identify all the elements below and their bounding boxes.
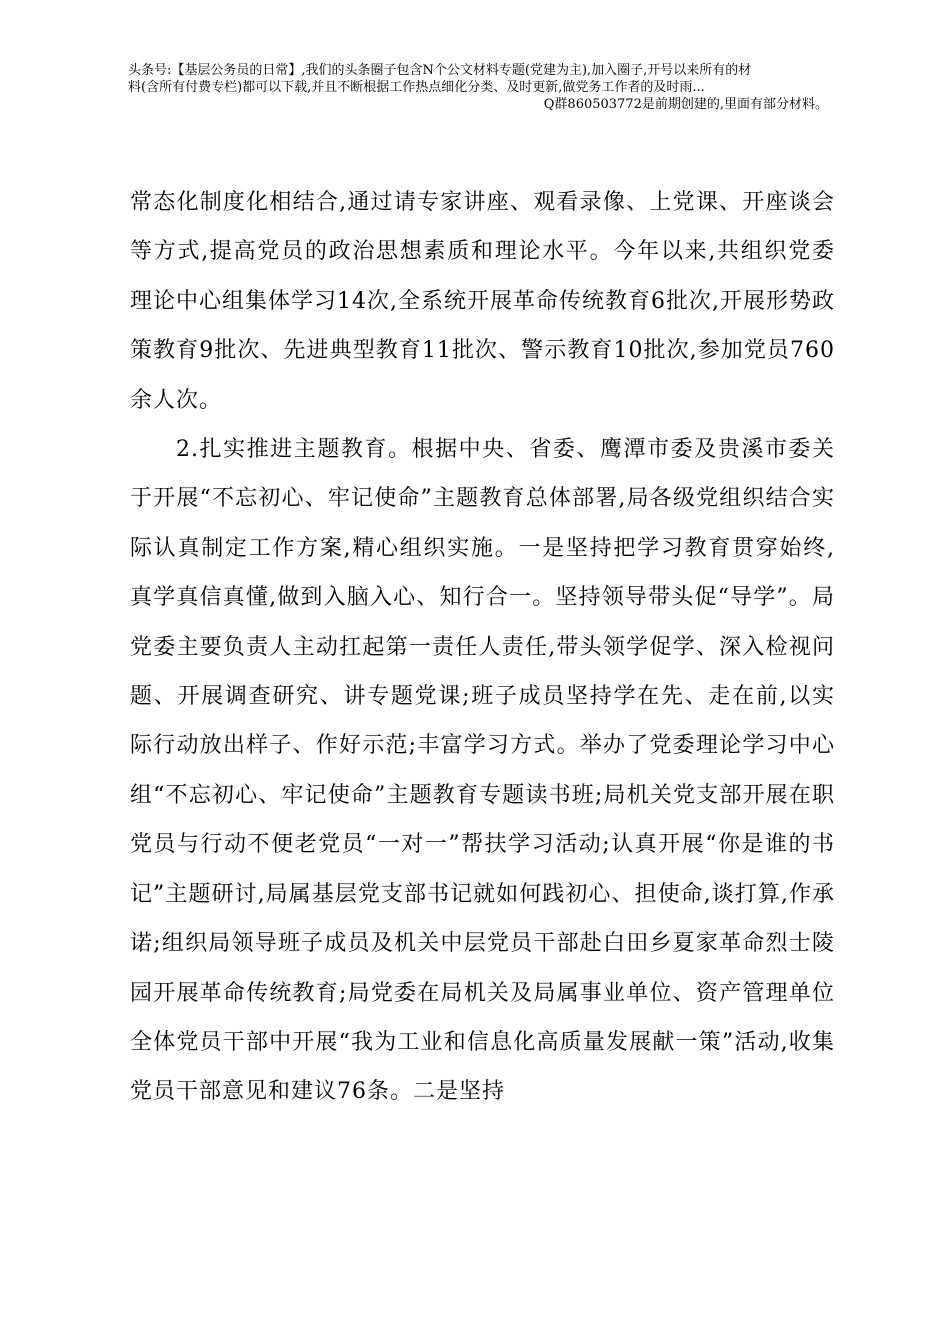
header-line-2: 料(含所有付费专栏)都可以下载,并且不断根据工作热点细化分类、及时更新,做党务工作者的及时雨...	[128, 80, 705, 95]
page-header	[128, 62, 828, 113]
document-body	[130, 178, 835, 1117]
header-line-1: 头条号:【基层公务员的日常】,我们的头条圈子包含N个公文材料专题(党建为主),加入圈子,开号以来所有的材	[128, 63, 752, 78]
paragraph-1: 常态化制度化相结合,通过请专家讲座、观看录像、上党课、开座谈会等方式,提高党员的政治思想素质和理论水平。今年以来,共组织党委理论中心组集体学习14次,全系统开展革命传统教育6批次,开展形势政策教育9批次、先进典型教育11批次、警示教育10批次,参加党员760余人次。	[130, 190, 835, 413]
paragraph-2: 2.扎实推进主题教育。根据中央、省委、鹰潭市委及贵溪市委关于开展“不忘初心、牢记使命”主题教育总体部署,局各级党组织结合实际认真制定工作方案,精心组织实施。一是坚持把学习教育贯穿始终,真学真信真懂,做到入脑入心、知行合一。坚持领导带头促“导学”。局党委主要负责人主动扛起第一责任人责任,带头领学促学、深入检视问题、开展调查研究、讲专题党课;班子成员坚持学在先、走在前,以实际行动放出样子、作好示范;丰富学习方式。举办了党委理论学习中心组“不忘初心、牢记使命”主题教育专题读书班;局机关党支部开展在职党员与行动不便老党员“一对一”帮扶学习活动;认真开展“你是谁的书记”主题研讨,局属基层党支部书记就如何践初心、担使命,谈打算,作承诺;组织局领导班子成员及机关中层党员干部赴白田乡夏家革命烈士陵园开展革命传统教育;局党委在局机关及局属事业单位、资产管理单位全体党员干部中开展“我为工业和信息化高质量发展献一策”活动,收集党员干部意见和建议76条。二是坚持	[130, 437, 835, 1105]
header-line-3: Q群860503772是前期创建的,里面有部分材料。	[543, 97, 828, 112]
